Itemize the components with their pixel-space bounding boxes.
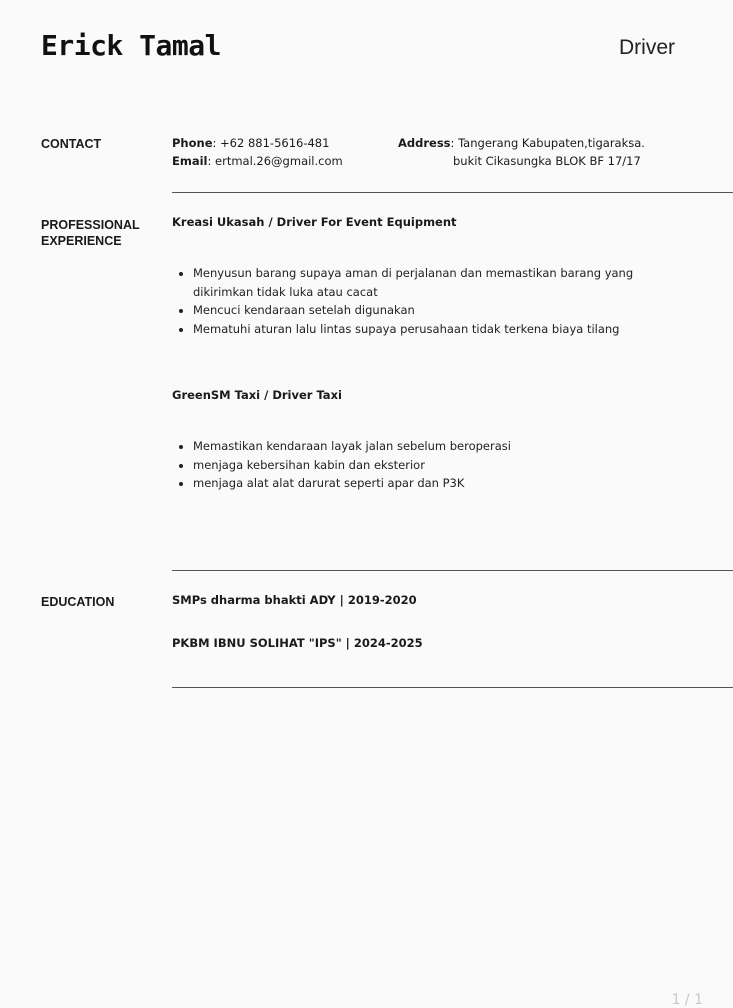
job-title-1: Kreasi Ukasah / Driver For Event Equipment (172, 215, 457, 229)
divider-experience (172, 570, 733, 571)
experience-label-line-1: PROFESSIONAL (41, 218, 140, 232)
job-1-bullet: • Mencuci kendaraan setelah digunakan (193, 301, 653, 320)
job-2-bullet: • menjaga alat alat darurat seperti apar dan P3K (193, 474, 653, 493)
education-item-1: SMPs dharma bhakti ADY | 2019-2020 (172, 593, 417, 607)
divider-contact (172, 192, 733, 193)
contact-address (398, 134, 645, 170)
divider-education (172, 687, 733, 688)
education-section-label: EDUCATION (41, 595, 115, 609)
email-label: Email (172, 154, 208, 168)
job-2-bullet: • menjaga kebersihan kabin dan eksterior (193, 456, 653, 475)
phone-value: +62 881-5616-481 (220, 136, 330, 150)
contact-phone-email (172, 134, 343, 170)
candidate-role: Driver (619, 36, 675, 59)
experience-label-line-2: EXPERIENCE (41, 234, 122, 248)
job-1-bullets (172, 264, 653, 338)
phone-label: Phone (172, 136, 213, 150)
job-1-bullet: • Mematuhi aturan lalu lintas supaya perusahaan tidak terkena biaya tilang (193, 320, 653, 339)
education-item-2: PKBM IBNU SOLIHAT "IPS" | 2024-2025 (172, 636, 423, 650)
address-row: Address: Tangerang Kabupaten,tigaraksa. (398, 136, 645, 150)
address-line-1: Tangerang Kabupaten,tigaraksa. (458, 136, 645, 150)
job-1-bullet: • Menyusun barang supaya aman di perjalanan dan memastikan barang yang dikirimkan tidak luka atau cacat (193, 264, 653, 301)
job-2-bullets (172, 437, 653, 493)
email-value: ertmal.26@gmail.com (215, 154, 343, 168)
job-2-bullet: • Memastikan kendaraan layak jalan sebelum beroperasi (193, 437, 653, 456)
email-row: Email: ertmal.26@gmail.com (172, 154, 343, 168)
experience-section-label (41, 217, 161, 249)
phone-row: Phone: +62 881-5616-481 (172, 136, 330, 150)
contact-section-label: CONTACT (41, 137, 102, 151)
job-title-2: GreenSM Taxi / Driver Taxi (172, 388, 342, 402)
candidate-name: Erick Tamal (41, 29, 221, 62)
page-number: 1 / 1 (671, 992, 703, 1008)
address-line-2: bukit Cikasungka BLOK BF 17/17 (453, 154, 641, 168)
address-label: Address (398, 136, 451, 150)
